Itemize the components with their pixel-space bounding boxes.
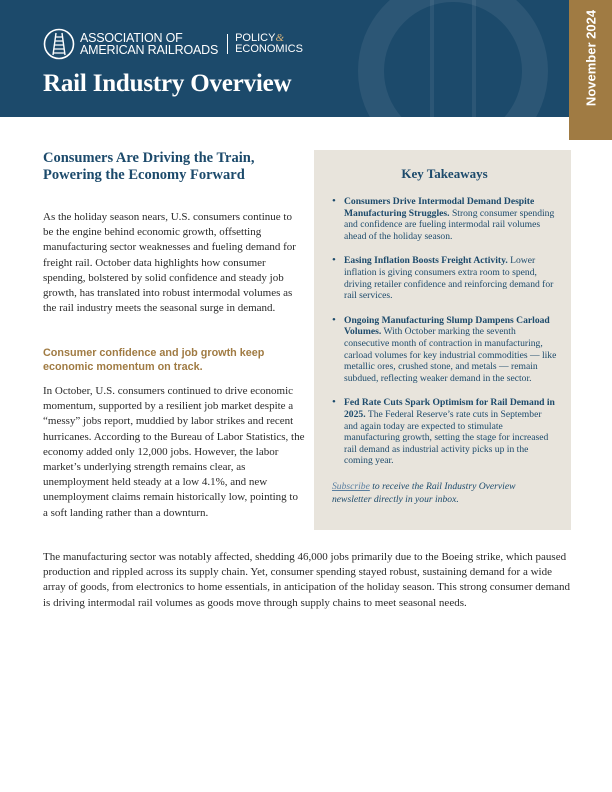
aar-logo[interactable] <box>43 28 303 60</box>
decorative-track <box>430 0 476 117</box>
takeaway-body: With October marking the seventh consecutive month of contraction in manufacturing, carload volumes for key industrial commodities — like metallic ores, crushed stone, and metals — remain subdued, reflecting weaker demand in the sector. <box>344 326 557 384</box>
intro-paragraph: As the holiday season nears, U.S. consumers continue to be the engine behind economic growth, offsetting manufacturing sector weaknesses and fueling demand for freight rail. October data highlights how consumer spending, bolstered by solid confidence and steady job growth, has translated into robust intermodal volumes as the rail industry meets the seasonal surge in demand. <box>43 211 296 315</box>
railroad-logo-icon <box>43 28 75 60</box>
takeaway-body: Lower inflation is giving consumers extra room to spend, driving retailer confidence and reinforcing demand for rail services. <box>344 255 554 302</box>
takeaways-title: Key Takeaways <box>401 166 488 181</box>
policy-economics-label <box>235 33 303 55</box>
logo-divider <box>227 34 228 54</box>
takeaways-list <box>332 196 557 467</box>
page-title: Rail Industry Overview <box>43 70 292 97</box>
takeaway-body: Strong consumer spending and confidence are fueling intermodal rail volumes ahead of the holiday season. <box>344 207 555 242</box>
takeaway-item <box>332 196 557 242</box>
economics-word: ECONOMICS <box>235 43 303 55</box>
policy-word: POLICY <box>235 32 276 44</box>
org-name-line2: AMERICAN RAILROADS <box>80 43 219 57</box>
article-headline: Consumers Are Driving the Train, Powering the Economy Forward <box>43 150 255 183</box>
jobs-paragraph: In October, U.S. consumers continued to drive economic momentum, supported by a resilient job market despite a “messy” jobs report, muddied by labor strikes and recent hurricanes. According to the Bureau of Labor Statistics, the economy added only 12,000 jobs. However, the labor market’s underlying strength remains clear, as unemployment held steady at a low 4.1%, and new unemployment claims remain historically low, pointing to a soft landing rather than a downturn. <box>43 385 305 519</box>
takeaway-heading: Ongoing Manufacturing Slump Dampens Carload Volumes. <box>344 314 550 338</box>
org-name <box>80 32 218 56</box>
date-tab <box>569 0 612 140</box>
org-name-line1: ASSOCIATION OF <box>80 31 183 45</box>
section-subhead: Consumer confidence and job growth keep economic momentum on track. <box>43 347 265 373</box>
takeaway-heading: Fed Rate Cuts Spark Optimism for Rail Demand in 2025. <box>344 397 555 420</box>
subscribe-link[interactable]: Subscribe <box>332 480 370 492</box>
subscribe-text: to receive the Rail Industry Overview newsletter directly in your inbox. <box>332 480 516 505</box>
takeaway-item <box>332 255 557 301</box>
page-header <box>0 0 612 117</box>
takeaway-item <box>332 315 557 385</box>
issue-date: November 2024 <box>583 9 598 107</box>
subscribe-note <box>332 480 557 506</box>
manufacturing-paragraph: The manufacturing sector was notably affected, shedding 46,000 jobs primarily due to the Boeing strike, which paused production and rippled across its supply chain. Yet, consumer spending stayed robust, sustaining demand for a wide array of goods, from electronics to home essentials, in anticipation of the holiday season. This strong consumer demand is driving intermodal rail volumes as goods move through supply chains to meet seasonal needs. <box>43 551 571 609</box>
takeaway-heading: Consumers Drive Intermodal Demand Despite Manufacturing Struggles. <box>344 196 535 219</box>
key-takeaways-box <box>314 150 571 530</box>
takeaway-body: The Federal Reserve’s rate cuts in September and again today are expected to stimulate manufacturing growth, setting the stage for increased rail demand as industrial activity picks up in the coming year. <box>344 408 549 467</box>
takeaway-heading: Easing Inflation Boosts Freight Activity. <box>344 255 508 267</box>
takeaway-item <box>332 397 557 467</box>
ampersand: & <box>275 32 285 44</box>
